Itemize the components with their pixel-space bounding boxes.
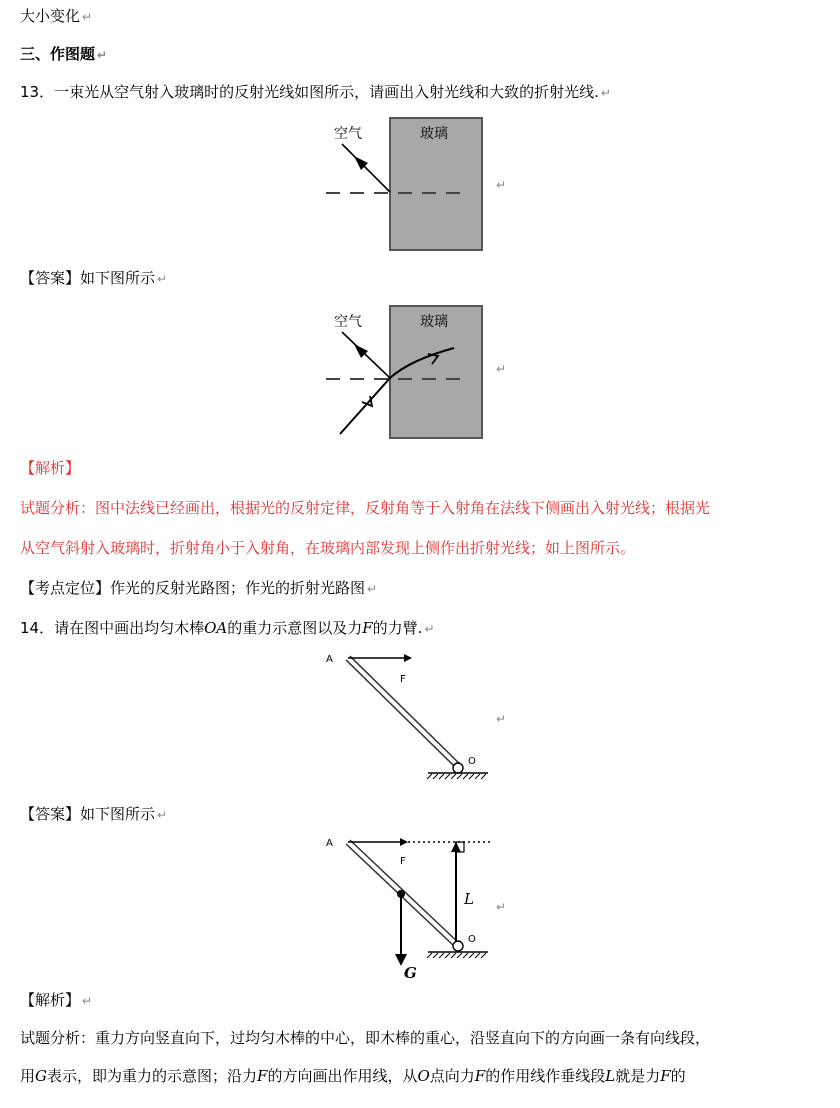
label-l: L [464,890,474,908]
knowledge-point-13: 【考点定位】作光的反射光路图；作光的折射光路图 ↵ [20,579,378,597]
answer-14: 【答案】如下图所示 ↵ [20,805,168,823]
question-14: 14．请在图中画出均匀木棒OA的重力示意图以及力F的力臂. ↵ [20,619,435,637]
question-13: 13．一束光从空气射入玻璃时的反射光线如图所示，请画出入射光线和大致的折射光线. ↵ [20,83,611,101]
return-mark: ↵ [496,178,507,192]
glass-label: 玻璃 [420,126,448,142]
analysis-13-line1: 试题分析：图中法线已经画出，根据光的反射定律，反射角等于入射角在法线下侧画出入射光线；根据光 [20,499,711,517]
analysis-14-head: 【解析】 ↵ [20,991,93,1009]
label-g: G [404,964,417,982]
analysis-13-head: 【解析】 [20,459,81,477]
section-heading: 三、作图题 ↵ [20,45,108,63]
air-label: 空气 [334,314,362,330]
answer-13: 【答案】如下图所示 ↵ [20,269,168,287]
return-mark: ↵ [496,900,507,914]
label-f: F [400,856,406,867]
figure-13-answer [320,300,490,442]
label-f: F [400,674,406,685]
label-a: A [326,838,333,849]
air-label: 空气 [334,126,362,142]
figure-14-question [320,648,500,780]
glass-label: 玻璃 [420,314,448,330]
label-a: A [326,654,333,665]
label-o: O [468,934,476,945]
return-mark: ↵ [496,712,507,726]
figure-14-answer [320,832,500,984]
line-l0: 大小变化 ↵ [20,7,93,25]
return-mark: ↵ [496,362,507,376]
analysis-14-line2: 用G表示，即为重力的示意图；沿力F的方向画出作用线，从O点向力F的作用线作垂线段L就是力F的 [20,1067,686,1085]
label-o: O [468,756,476,767]
analysis-13-line2: 从空气斜射入玻璃时，折射角小于入射角，在玻璃内部发现上侧作出折射光线；如上图所示。 [20,539,636,557]
figure-13-question [320,112,490,254]
analysis-14-line1: 试题分析：重力方向竖直向下，过均匀木棒的中心，即木棒的重心，沿竖直向下的方向画一条有向线段， [20,1029,711,1047]
